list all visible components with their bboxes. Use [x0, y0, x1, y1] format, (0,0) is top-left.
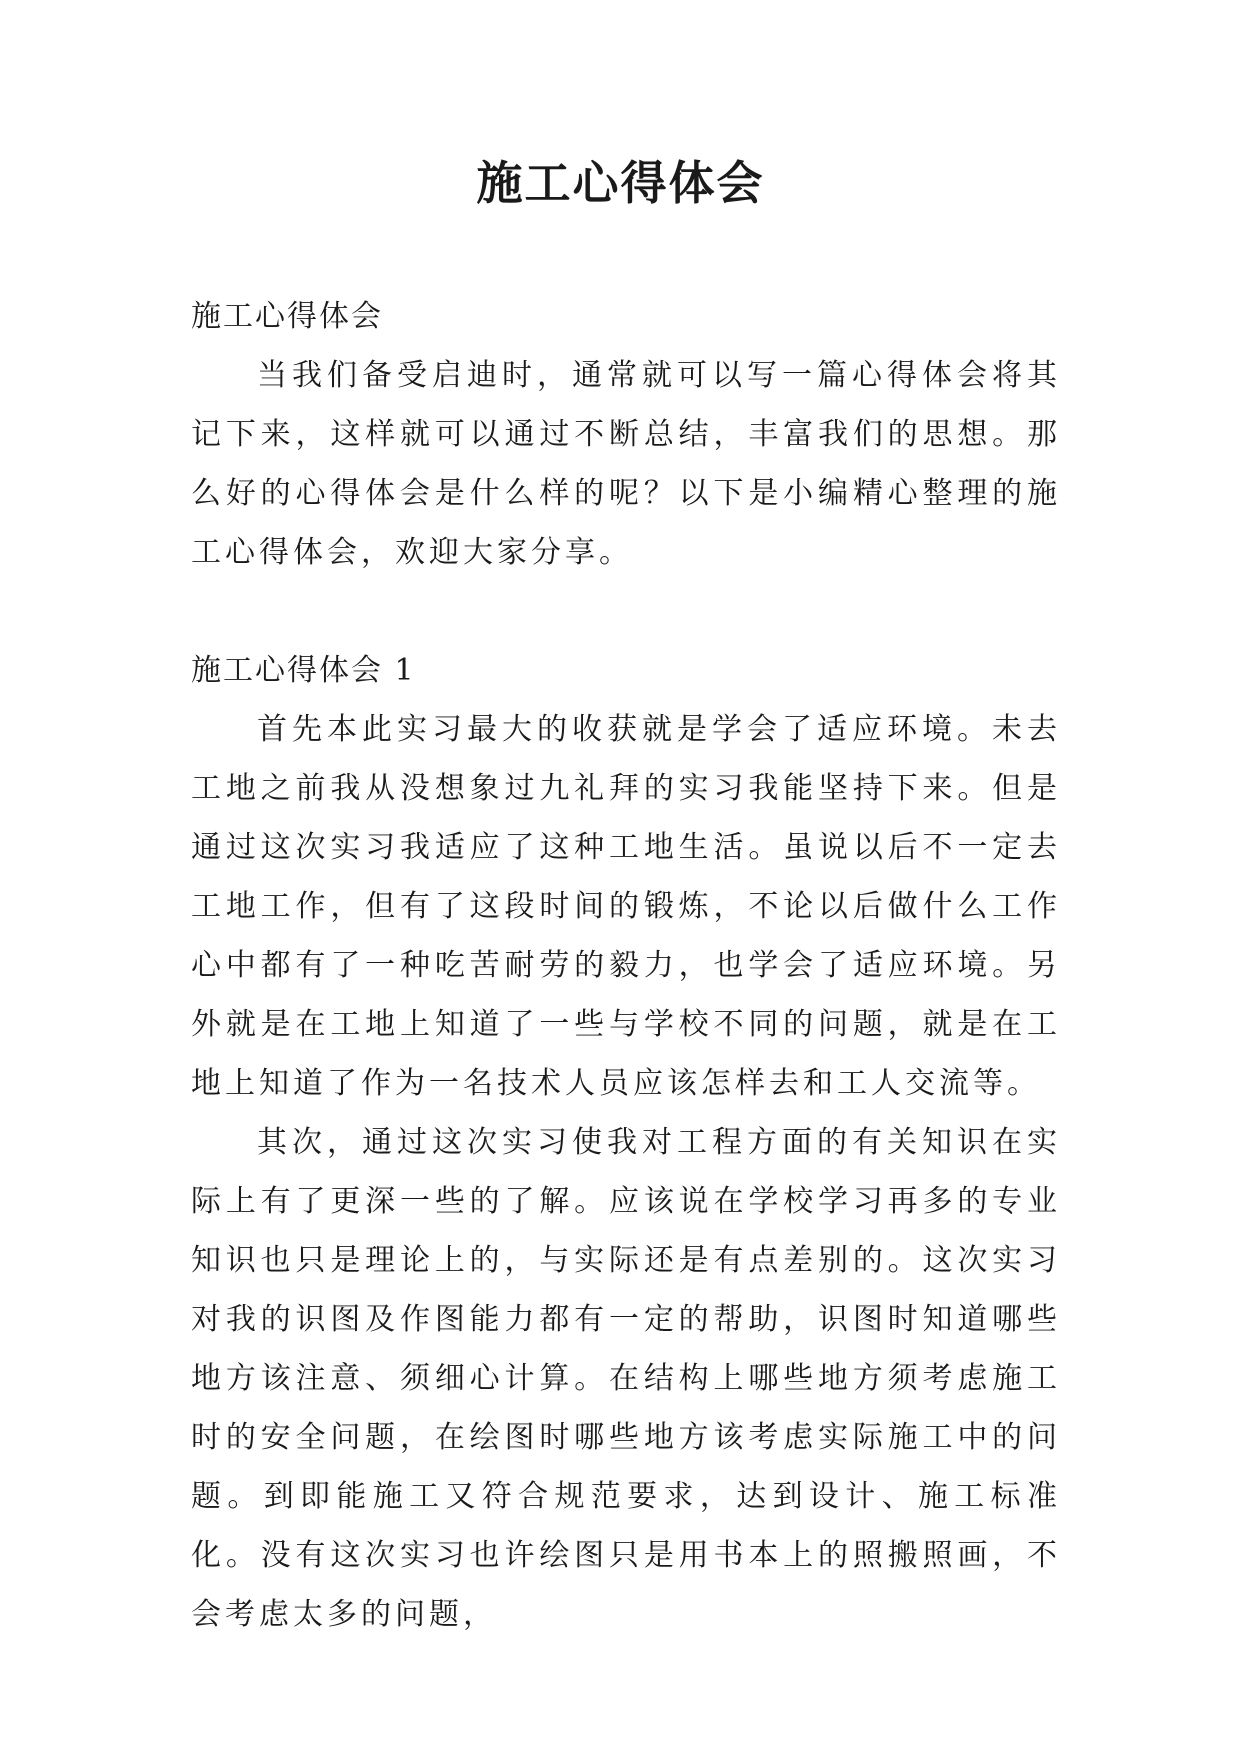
subtitle-heading: 施工心得体会: [191, 299, 383, 334]
intro-paragraph: 当我们备受启迪时，通常就可以写一篇心得体会将其记下来，这样就可以通过不断总结，丰富我们的思想。那么好的心得体会是什么样的呢？以下是小编精心整理的施工心得体会，欢迎大家分享。: [191, 358, 1061, 570]
document-title: 施工心得体会: [476, 156, 765, 210]
section-paragraph-1: 首先本此实习最大的收获就是学会了适应环境。未去工地之前我从没想象过九礼拜的实习我能坚持下来。但是通过这次实习我适应了这种工地生活。虽说以后不一定去工地工作，但有了这段时间的锻炼，不论以后做什么工作心中都有了一种吃苦耐劳的毅力，也学会了适应环境。另外就是在工地上知道了一些与学校不同的问题，就是在工地上知道了作为一名技术人员应该怎样去和工人交流等。: [191, 712, 1061, 1101]
section-spacer: [191, 582, 1061, 641]
section-paragraph-2: 其次，通过这次实习使我对工程方面的有关知识在实际上有了更深一些的了解。应该说在学校学习再多的专业知识也只是理论上的，与实际还是有点差别的。这次实习对我的识图及作图能力都有一定的帮助，识图时知道哪些地方该注意、须细心计算。在结构上哪些地方须考虑施工时的安全问题，在绘图时哪些地方该考虑实际施工中的问题。到即能施工又符合规范要求，达到设计、施工标准化。没有这次实习也许绘图只是用书本上的照搬照画，不会考虑太多的问题，: [191, 1125, 1061, 1632]
section-heading: 施工心得体会 1: [191, 653, 416, 688]
document-body: [191, 287, 1061, 1644]
